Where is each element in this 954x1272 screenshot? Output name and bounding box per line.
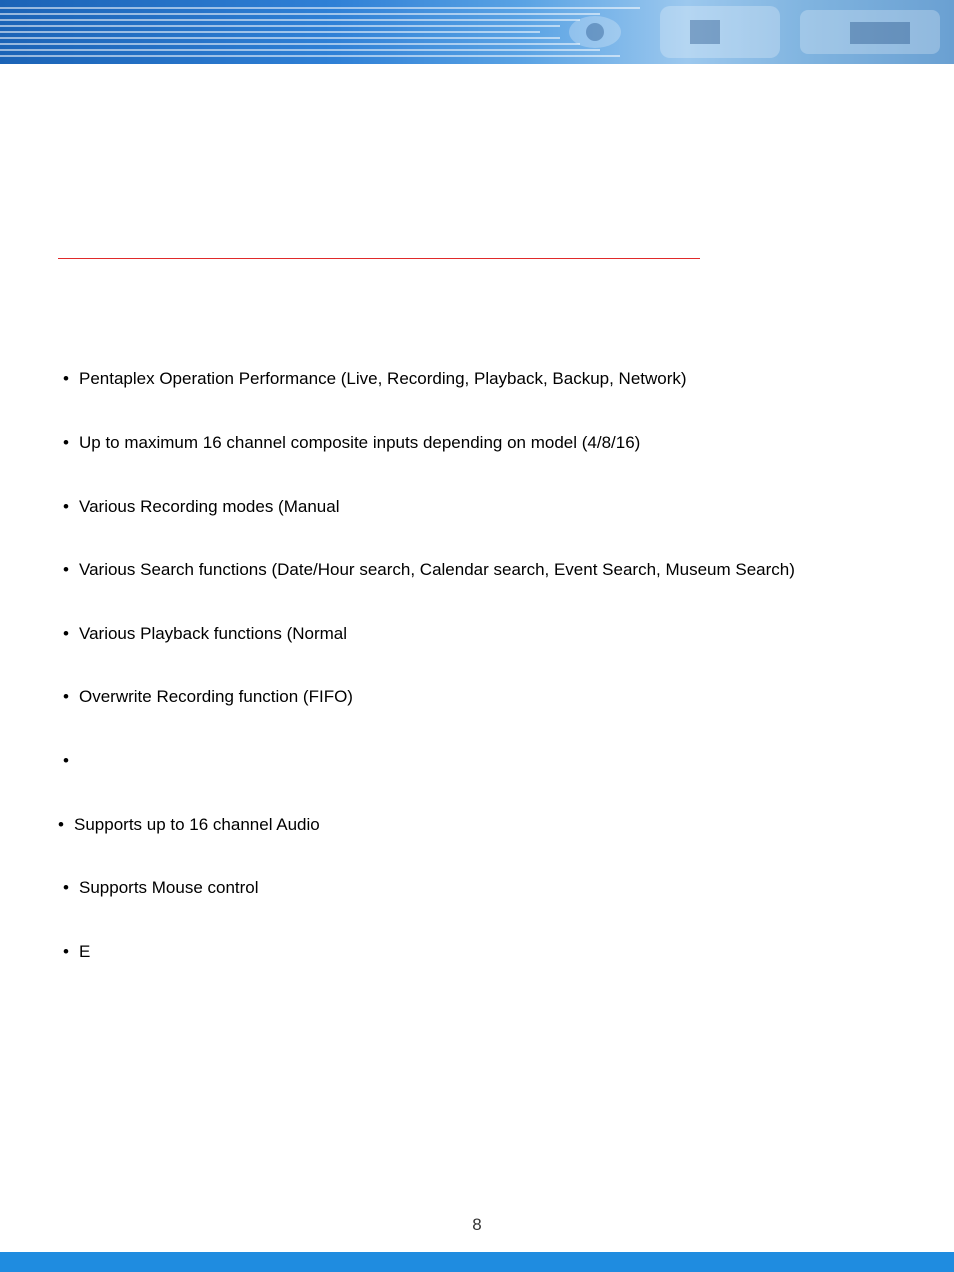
bullet-marker: • <box>63 369 69 388</box>
feature-text: E <box>79 942 91 961</box>
bullet-marker: • <box>63 751 69 770</box>
page-number: 8 <box>472 1215 482 1234</box>
feature-item <box>63 942 90 962</box>
bullet-marker: • <box>58 815 64 834</box>
header-banner <box>0 0 954 64</box>
feature-item <box>63 433 640 453</box>
feature-item <box>63 624 347 644</box>
feature-text: Various Playback functions (Normal <box>79 624 348 643</box>
feature-item <box>63 497 339 517</box>
feature-text: Supports up to 16 channel Audio <box>74 815 320 834</box>
feature-text: Up to maximum 16 channel composite inputs depending on model (4/8/16) <box>79 433 641 452</box>
feature-text: Overwrite Recording function (FIFO) <box>79 687 353 706</box>
feature-item <box>63 687 353 707</box>
bullet-marker: • <box>63 624 69 643</box>
section-divider-rule <box>58 258 700 259</box>
bullet-marker: • <box>63 560 69 579</box>
feature-text: Supports Mouse control <box>79 878 259 897</box>
feature-text: Pentaplex Operation Performance (Live, Recording, Playback, Backup, Network) <box>79 369 687 388</box>
bullet-marker: • <box>63 687 69 706</box>
feature-text: Various Search functions (Date/Hour search, Calendar search, Event Search, Museum Search) <box>79 560 795 579</box>
bullet-marker: • <box>63 878 69 897</box>
footer-band <box>0 1252 954 1272</box>
bullet-marker: • <box>63 497 69 516</box>
feature-item <box>63 878 259 898</box>
bullet-marker: • <box>63 942 69 961</box>
feature-item <box>63 560 795 580</box>
feature-text: Various Recording modes (Manual <box>79 497 340 516</box>
feature-item <box>63 369 687 389</box>
feature-item <box>58 815 320 835</box>
banner-stripes-decoration <box>0 0 954 64</box>
feature-item <box>63 751 79 771</box>
bullet-marker: • <box>63 433 69 452</box>
